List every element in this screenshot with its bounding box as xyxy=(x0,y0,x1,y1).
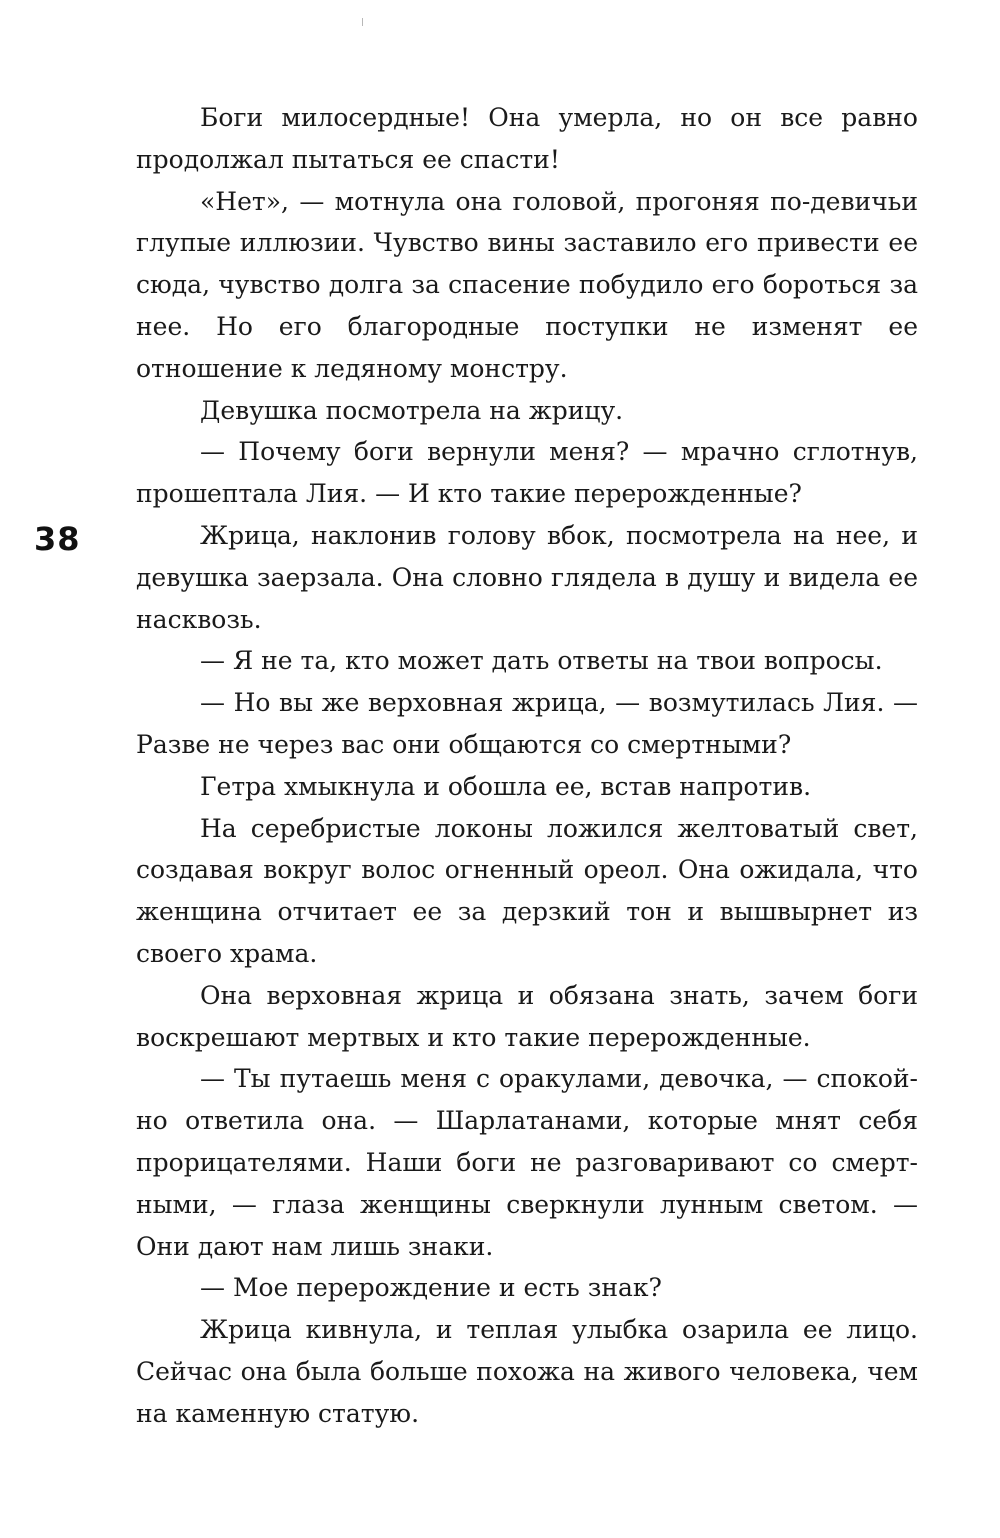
paragraph: Гетра хмыкнула и обошла ее, встав напротив. xyxy=(200,771,812,801)
paragraph: — Мое перерождение и есть знак? xyxy=(200,1273,662,1303)
paragraph: Жрица, наклонив голову вбок, посмотрела на нее, и девушка заерзала. Она словно глядела в душу и видела ее насквозь. xyxy=(136,520,918,634)
page-number: 38 xyxy=(34,520,81,558)
paragraph: — Ты путаешь меня с оракулами, девочка, — спокойно ответила она. — Шарлатанами, которые мнят себя прорицателями. Наши боги не разговаривают со смертными, — глаза женщины сверкнули лунным светом. — Они дают нам лишь знаки. xyxy=(136,1064,918,1261)
paragraph: Она верховная жрица и обязана знать, зачем боги воскрешают мертвых и кто такие перерожденные. xyxy=(136,980,918,1052)
paragraph: «Нет», — мотнула она головой, прогоняя по-девичьи глупые иллюзии. Чувство вины заставило его привести ее сюда, чувство долга за спасение побудило его бороться за нее. Но его благородные поступки не изменят ее отношение к ледяному монстру. xyxy=(136,186,918,383)
paragraph: Девушка посмотрела на жрицу. xyxy=(200,395,624,425)
paragraph: — Почему боги вернули меня? — мрачно сглотнув, прошептала Лия. — И кто такие перерожденные? xyxy=(136,437,918,509)
scan-mark xyxy=(362,18,363,26)
paragraph: Боги милосердные! Она умерла, но он все равно продолжал пытаться ее спасти! xyxy=(136,103,918,174)
paragraph: Жрица кивнула, и теплая улыбка озарила ее лицо. Сейчас она была больше похожа на живого человека, чем на каменную статую. xyxy=(136,1315,918,1428)
paragraph: — Я не та, кто может дать ответы на твои вопросы. xyxy=(200,646,883,676)
body-text xyxy=(136,97,918,1435)
paragraph: — Но вы же верховная жрица, — возмутилась Лия. — Разве не через вас они общаются со смертными? xyxy=(136,688,918,759)
paragraph: На серебристые локоны ложился желтоватый свет, создавая вокруг волос огненный ореол. Она ожидала, что женщина отчитает ее за дерзкий тон и вышвырнет из своего храма. xyxy=(136,813,918,968)
